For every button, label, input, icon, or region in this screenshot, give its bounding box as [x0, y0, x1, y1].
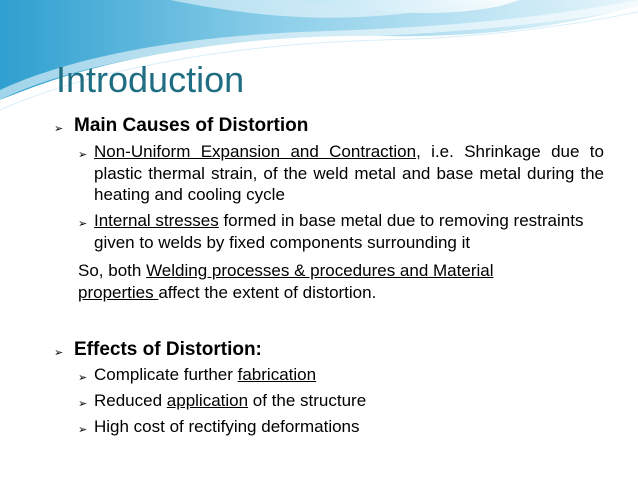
slide-number: 4 — [2, 88, 8, 98]
causes-heading: Main Causes of Distortion — [74, 115, 309, 136]
effect-item-fabrication — [94, 364, 316, 386]
arrow-bullet-icon: ➢ — [78, 372, 88, 384]
effect-text: High cost of rectifying deformations — [94, 417, 360, 436]
cause-item-internal-stresses — [94, 210, 624, 253]
arrow-bullet-icon: ➢ — [54, 123, 64, 135]
summary-prefix: So, both — [78, 261, 147, 280]
effect-item-application — [94, 390, 366, 412]
effect-text: Reduced — [94, 391, 167, 410]
cause-item-underlined: Non-Uniform Expansion and Contraction — [94, 142, 417, 161]
effect-text: Complicate further — [94, 365, 238, 384]
arrow-bullet-icon: ➢ — [78, 149, 88, 161]
effect-underlined: fabrication — [237, 365, 317, 384]
summary-underlined: Welding processes & procedures and Material properties — [78, 261, 494, 302]
cause-item-underlined: Internal stresses — [94, 211, 219, 230]
summary-suffix: affect the extent of distortion. — [158, 282, 377, 302]
causes-summary — [78, 260, 558, 303]
arrow-bullet-icon: ➢ — [78, 424, 88, 436]
cause-item-text: , i.e. Shrinkage due to plastic thermal strain, of the weld metal and base metal during the heating and cooling cycle — [94, 142, 604, 204]
arrow-bullet-icon: ➢ — [78, 218, 88, 230]
cause-item-text: formed in base metal due to removing restraints given to welds by fixed components surrounding it — [94, 211, 584, 252]
arrow-bullet-icon: ➢ — [54, 347, 64, 359]
effects-heading: Effects of Distortion: — [74, 339, 262, 360]
arrow-bullet-icon: ➢ — [78, 398, 88, 410]
effect-underlined: application — [166, 391, 249, 410]
effect-text-after: of the structure — [248, 391, 367, 410]
slide-title: Introduction — [56, 59, 245, 100]
cause-item-nonuniform — [94, 141, 604, 206]
effect-item-cost — [94, 416, 360, 438]
